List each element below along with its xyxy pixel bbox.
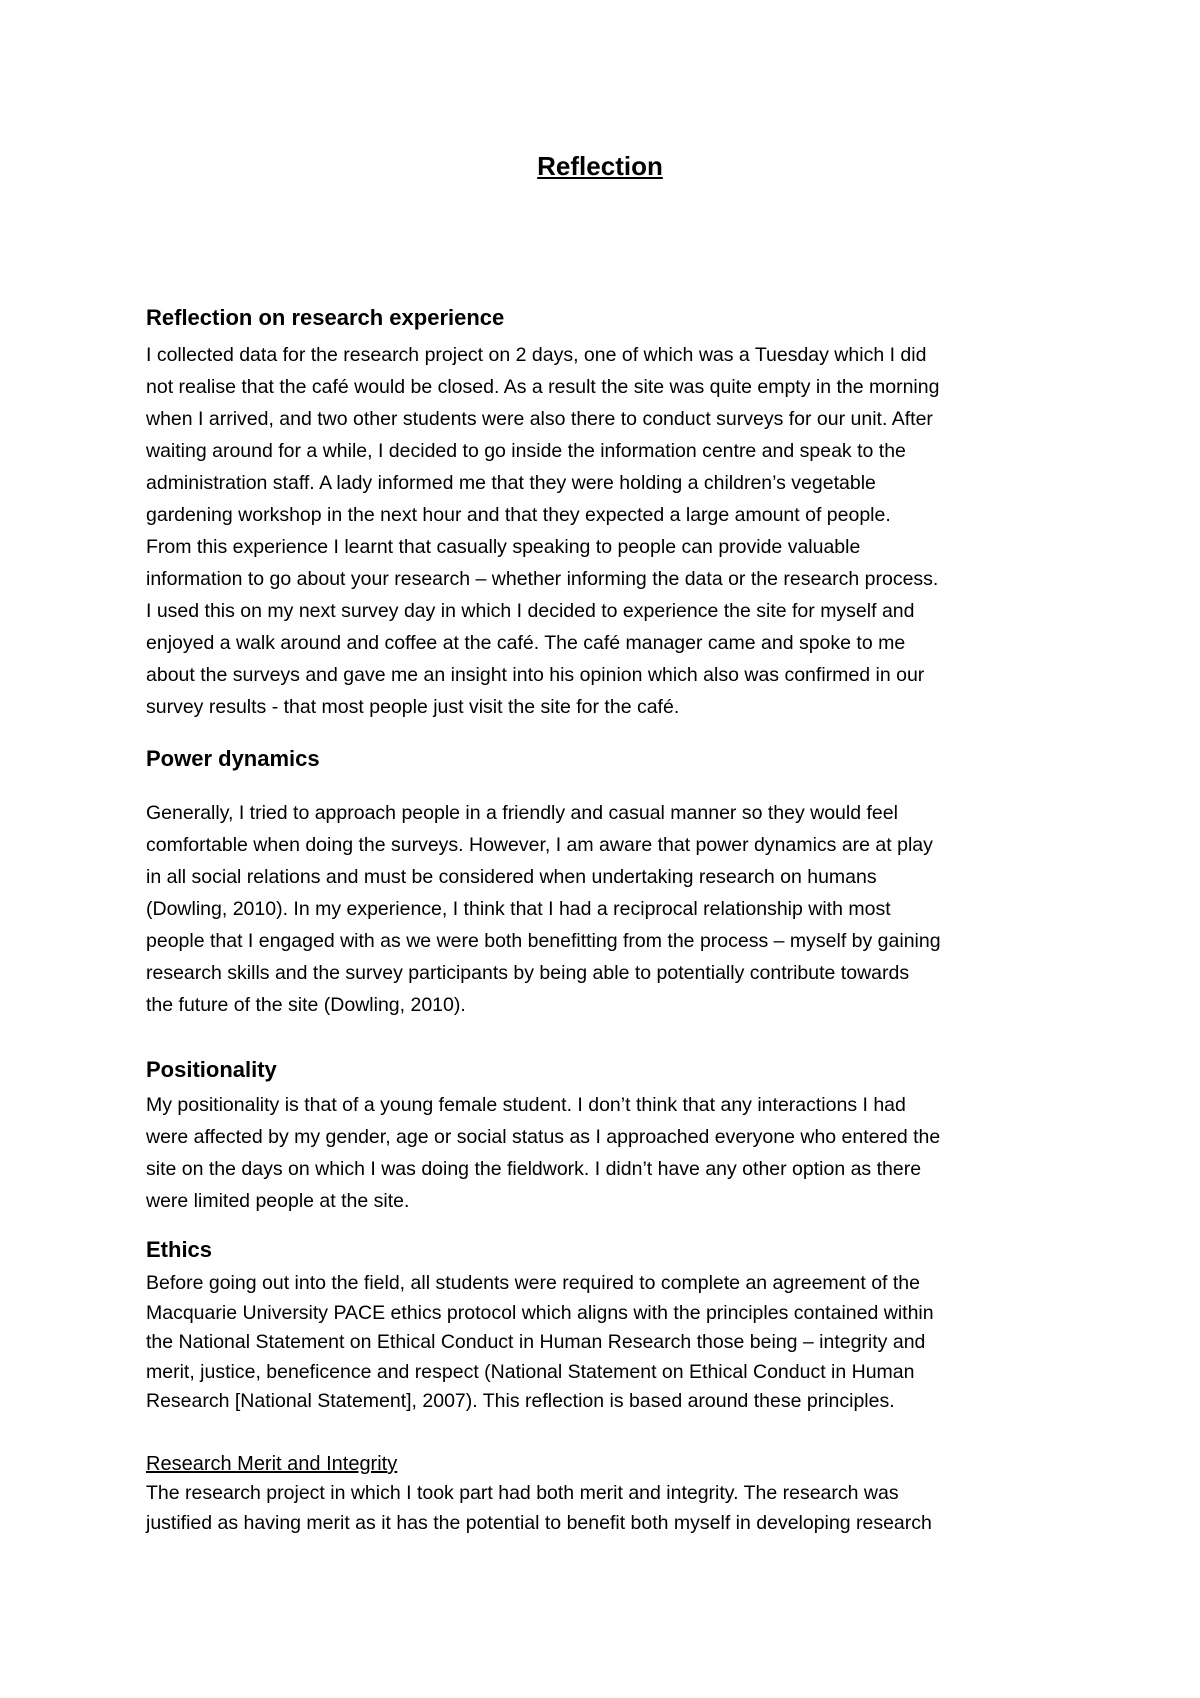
paragraph-line: research skills and the survey participants by being able to potentially contribute towards <box>146 962 910 984</box>
paragraph-line: information to go about your research – whether informing the data or the research process. <box>146 568 939 590</box>
section-heading-research-experience: Reflection on research experience <box>146 305 505 330</box>
paragraph-line: waiting around for a while, I decided to go inside the information centre and speak to the <box>146 440 906 462</box>
paragraph-line: the future of the site (Dowling, 2010). <box>146 994 466 1016</box>
paragraph-line: From this experience I learnt that casually speaking to people can provide valuable <box>146 536 861 558</box>
section-heading-power-dynamics: Power dynamics <box>146 746 320 771</box>
paragraph-line: not realise that the café would be closed. As a result the site was quite empty in the morning <box>146 376 940 398</box>
paragraph-line: the National Statement on Ethical Conduct in Human Research those being – integrity and <box>146 1331 926 1353</box>
subheading-research-merit-integrity: Research Merit and Integrity <box>146 1453 398 1475</box>
paragraph-positionality <box>146 1089 940 1217</box>
section-heading-ethics: Ethics <box>146 1237 213 1262</box>
paragraph-line: Macquarie University PACE ethics protocol which aligns with the principles contained within <box>146 1301 934 1324</box>
paragraph-line: I collected data for the research project on 2 days, one of which was a Tuesday which I did <box>146 344 927 366</box>
paragraph-line: enjoyed a walk around and coffee at the café. The café manager came and spoke to me <box>146 632 906 654</box>
paragraph-line: in all social relations and must be considered when undertaking research on humans <box>146 866 877 888</box>
paragraph-line: were affected by my gender, age or social status as I approached everyone who entered the <box>146 1126 941 1148</box>
paragraph-ethics <box>146 1269 934 1417</box>
paragraph-line: were limited people at the site. <box>146 1190 410 1212</box>
paragraph-line: people that I engaged with as we were both benefitting from the process – myself by gaining <box>146 930 941 952</box>
paragraph-line: The research project in which I took part had both merit and integrity. The research was <box>146 1482 899 1504</box>
paragraph-line: survey results - that most people just visit the site for the café. <box>146 696 680 718</box>
paragraph-line: administration staff. A lady informed me that they were holding a children’s vegetable <box>146 472 876 494</box>
paragraph-line: My positionality is that of a young female student. I don’t think that any interactions I had <box>146 1094 906 1116</box>
paragraph-research-experience <box>146 339 939 723</box>
paragraph-line: I used this on my next survey day in which I decided to experience the site for myself and <box>146 600 915 622</box>
paragraph-line: justified as having merit as it has the potential to benefit both myself in developing research <box>146 1511 932 1534</box>
document-title: Reflection <box>537 151 663 181</box>
section-heading-positionality: Positionality <box>146 1057 277 1082</box>
paragraph-line: Before going out into the field, all students were required to complete an agreement of the <box>146 1272 920 1294</box>
paragraph-line: comfortable when doing the surveys. However, I am aware that power dynamics are at play <box>146 834 933 856</box>
paragraph-line: when I arrived, and two other students were also there to conduct surveys for our unit. After <box>146 408 933 430</box>
paragraph-line: about the surveys and gave me an insight into his opinion which also was confirmed in our <box>146 664 925 686</box>
paragraph-line: Research [National Statement], 2007). This reflection is based around these principles. <box>146 1390 895 1412</box>
paragraph-line: merit, justice, beneficence and respect (National Statement on Ethical Conduct in Human <box>146 1360 915 1383</box>
paragraph-line: (Dowling, 2010). In my experience, I think that I had a reciprocal relationship with most <box>146 898 891 920</box>
paragraph-line: gardening workshop in the next hour and that they expected a large amount of people. <box>146 504 891 526</box>
paragraph-research-merit-integrity <box>146 1479 932 1538</box>
paragraph-line: site on the days on which I was doing the fieldwork. I didn’t have any other option as there <box>146 1158 922 1180</box>
paragraph-line: Generally, I tried to approach people in a friendly and casual manner so they would feel <box>146 802 898 824</box>
paragraph-power-dynamics <box>146 797 941 1021</box>
